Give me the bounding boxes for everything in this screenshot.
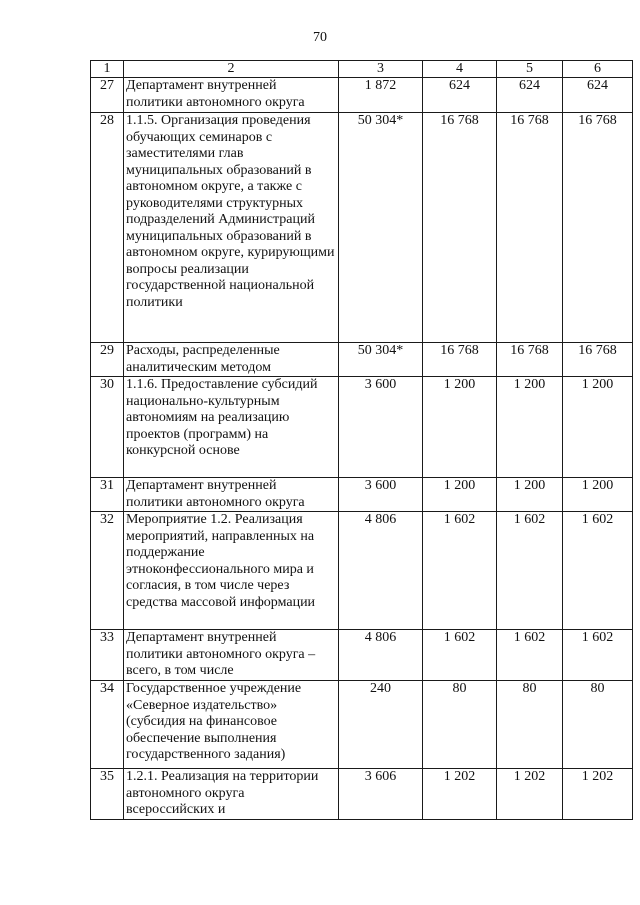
column-header: 1 <box>91 61 124 78</box>
value-cell: 1 602 <box>563 512 633 630</box>
value-cell: 624 <box>423 78 497 113</box>
row-number: 32 <box>91 512 124 630</box>
value-cell: 1 200 <box>497 478 563 512</box>
value-cell: 1 202 <box>563 769 633 820</box>
row-description: 1.1.6. Предоставление субсидий национально-культурным автономиям на реализацию проектов (программ) на конкурсной основе <box>124 377 339 478</box>
value-cell: 16 768 <box>423 343 497 377</box>
table-row <box>91 78 633 113</box>
row-description: Департамент внутренней политики автономного округа – всего, в том числе <box>124 630 339 681</box>
value-cell: 1 202 <box>497 769 563 820</box>
row-description: Департамент внутренней политики автономного округа <box>124 78 339 113</box>
value-cell: 50 304* <box>339 113 423 343</box>
row-description: Департамент внутренней политики автономного округа <box>124 478 339 512</box>
value-cell: 4 806 <box>339 630 423 681</box>
table-row <box>91 343 633 377</box>
value-cell: 1 602 <box>423 630 497 681</box>
table-row <box>91 681 633 769</box>
value-cell: 1 602 <box>423 512 497 630</box>
value-cell: 1 872 <box>339 78 423 113</box>
value-cell: 16 768 <box>563 343 633 377</box>
value-cell: 1 602 <box>497 630 563 681</box>
row-description: Мероприятие 1.2. Реализация мероприятий, направленных на поддержание этноконфессионального мира и согласия, в том числе через средства массовой информации <box>124 512 339 630</box>
value-cell: 1 200 <box>563 478 633 512</box>
table-row <box>91 113 633 343</box>
row-number: 30 <box>91 377 124 478</box>
value-cell: 16 768 <box>497 113 563 343</box>
row-number: 34 <box>91 681 124 769</box>
table-row <box>91 512 633 630</box>
value-cell: 624 <box>497 78 563 113</box>
value-cell: 1 200 <box>423 478 497 512</box>
column-header: 2 <box>124 61 339 78</box>
value-cell: 1 200 <box>497 377 563 478</box>
row-number: 33 <box>91 630 124 681</box>
row-description: 1.1.5. Организация проведения обучающих семинаров с заместителями глав муниципальных образований в автономном округе, а также с руководителями структурных подразделений Администраций муниципальных образований в автономном округе, курирующими вопросы реализации государственной национальной политики <box>124 113 339 343</box>
value-cell: 4 806 <box>339 512 423 630</box>
value-cell: 80 <box>423 681 497 769</box>
column-header: 3 <box>339 61 423 78</box>
value-cell: 50 304* <box>339 343 423 377</box>
row-description: Расходы, распределенные аналитическим методом <box>124 343 339 377</box>
table-row <box>91 478 633 512</box>
value-cell: 80 <box>497 681 563 769</box>
row-description: Государственное учреждение «Северное издательство» (субсидия на финансовое обеспечение выполнения государственного задания) <box>124 681 339 769</box>
value-cell: 3 600 <box>339 478 423 512</box>
value-cell: 1 200 <box>563 377 633 478</box>
value-cell: 1 602 <box>497 512 563 630</box>
row-number: 27 <box>91 78 124 113</box>
row-number: 31 <box>91 478 124 512</box>
row-number: 29 <box>91 343 124 377</box>
value-cell: 80 <box>563 681 633 769</box>
value-cell: 3 606 <box>339 769 423 820</box>
column-header: 4 <box>423 61 497 78</box>
value-cell: 1 202 <box>423 769 497 820</box>
row-number: 35 <box>91 769 124 820</box>
table-row <box>91 630 633 681</box>
value-cell: 240 <box>339 681 423 769</box>
value-cell: 16 768 <box>563 113 633 343</box>
value-cell: 1 200 <box>423 377 497 478</box>
row-number: 28 <box>91 113 124 343</box>
column-header: 5 <box>497 61 563 78</box>
table-row <box>91 377 633 478</box>
table-row <box>91 769 633 820</box>
value-cell: 16 768 <box>497 343 563 377</box>
budget-table <box>90 60 633 820</box>
value-cell: 3 600 <box>339 377 423 478</box>
value-cell: 624 <box>563 78 633 113</box>
value-cell: 16 768 <box>423 113 497 343</box>
table-header-row <box>91 61 633 78</box>
value-cell: 1 602 <box>563 630 633 681</box>
page-number: 70 <box>313 30 327 45</box>
row-description: 1.2.1. Реализация на территории автономного округа всероссийских и <box>124 769 339 820</box>
column-header: 6 <box>563 61 633 78</box>
